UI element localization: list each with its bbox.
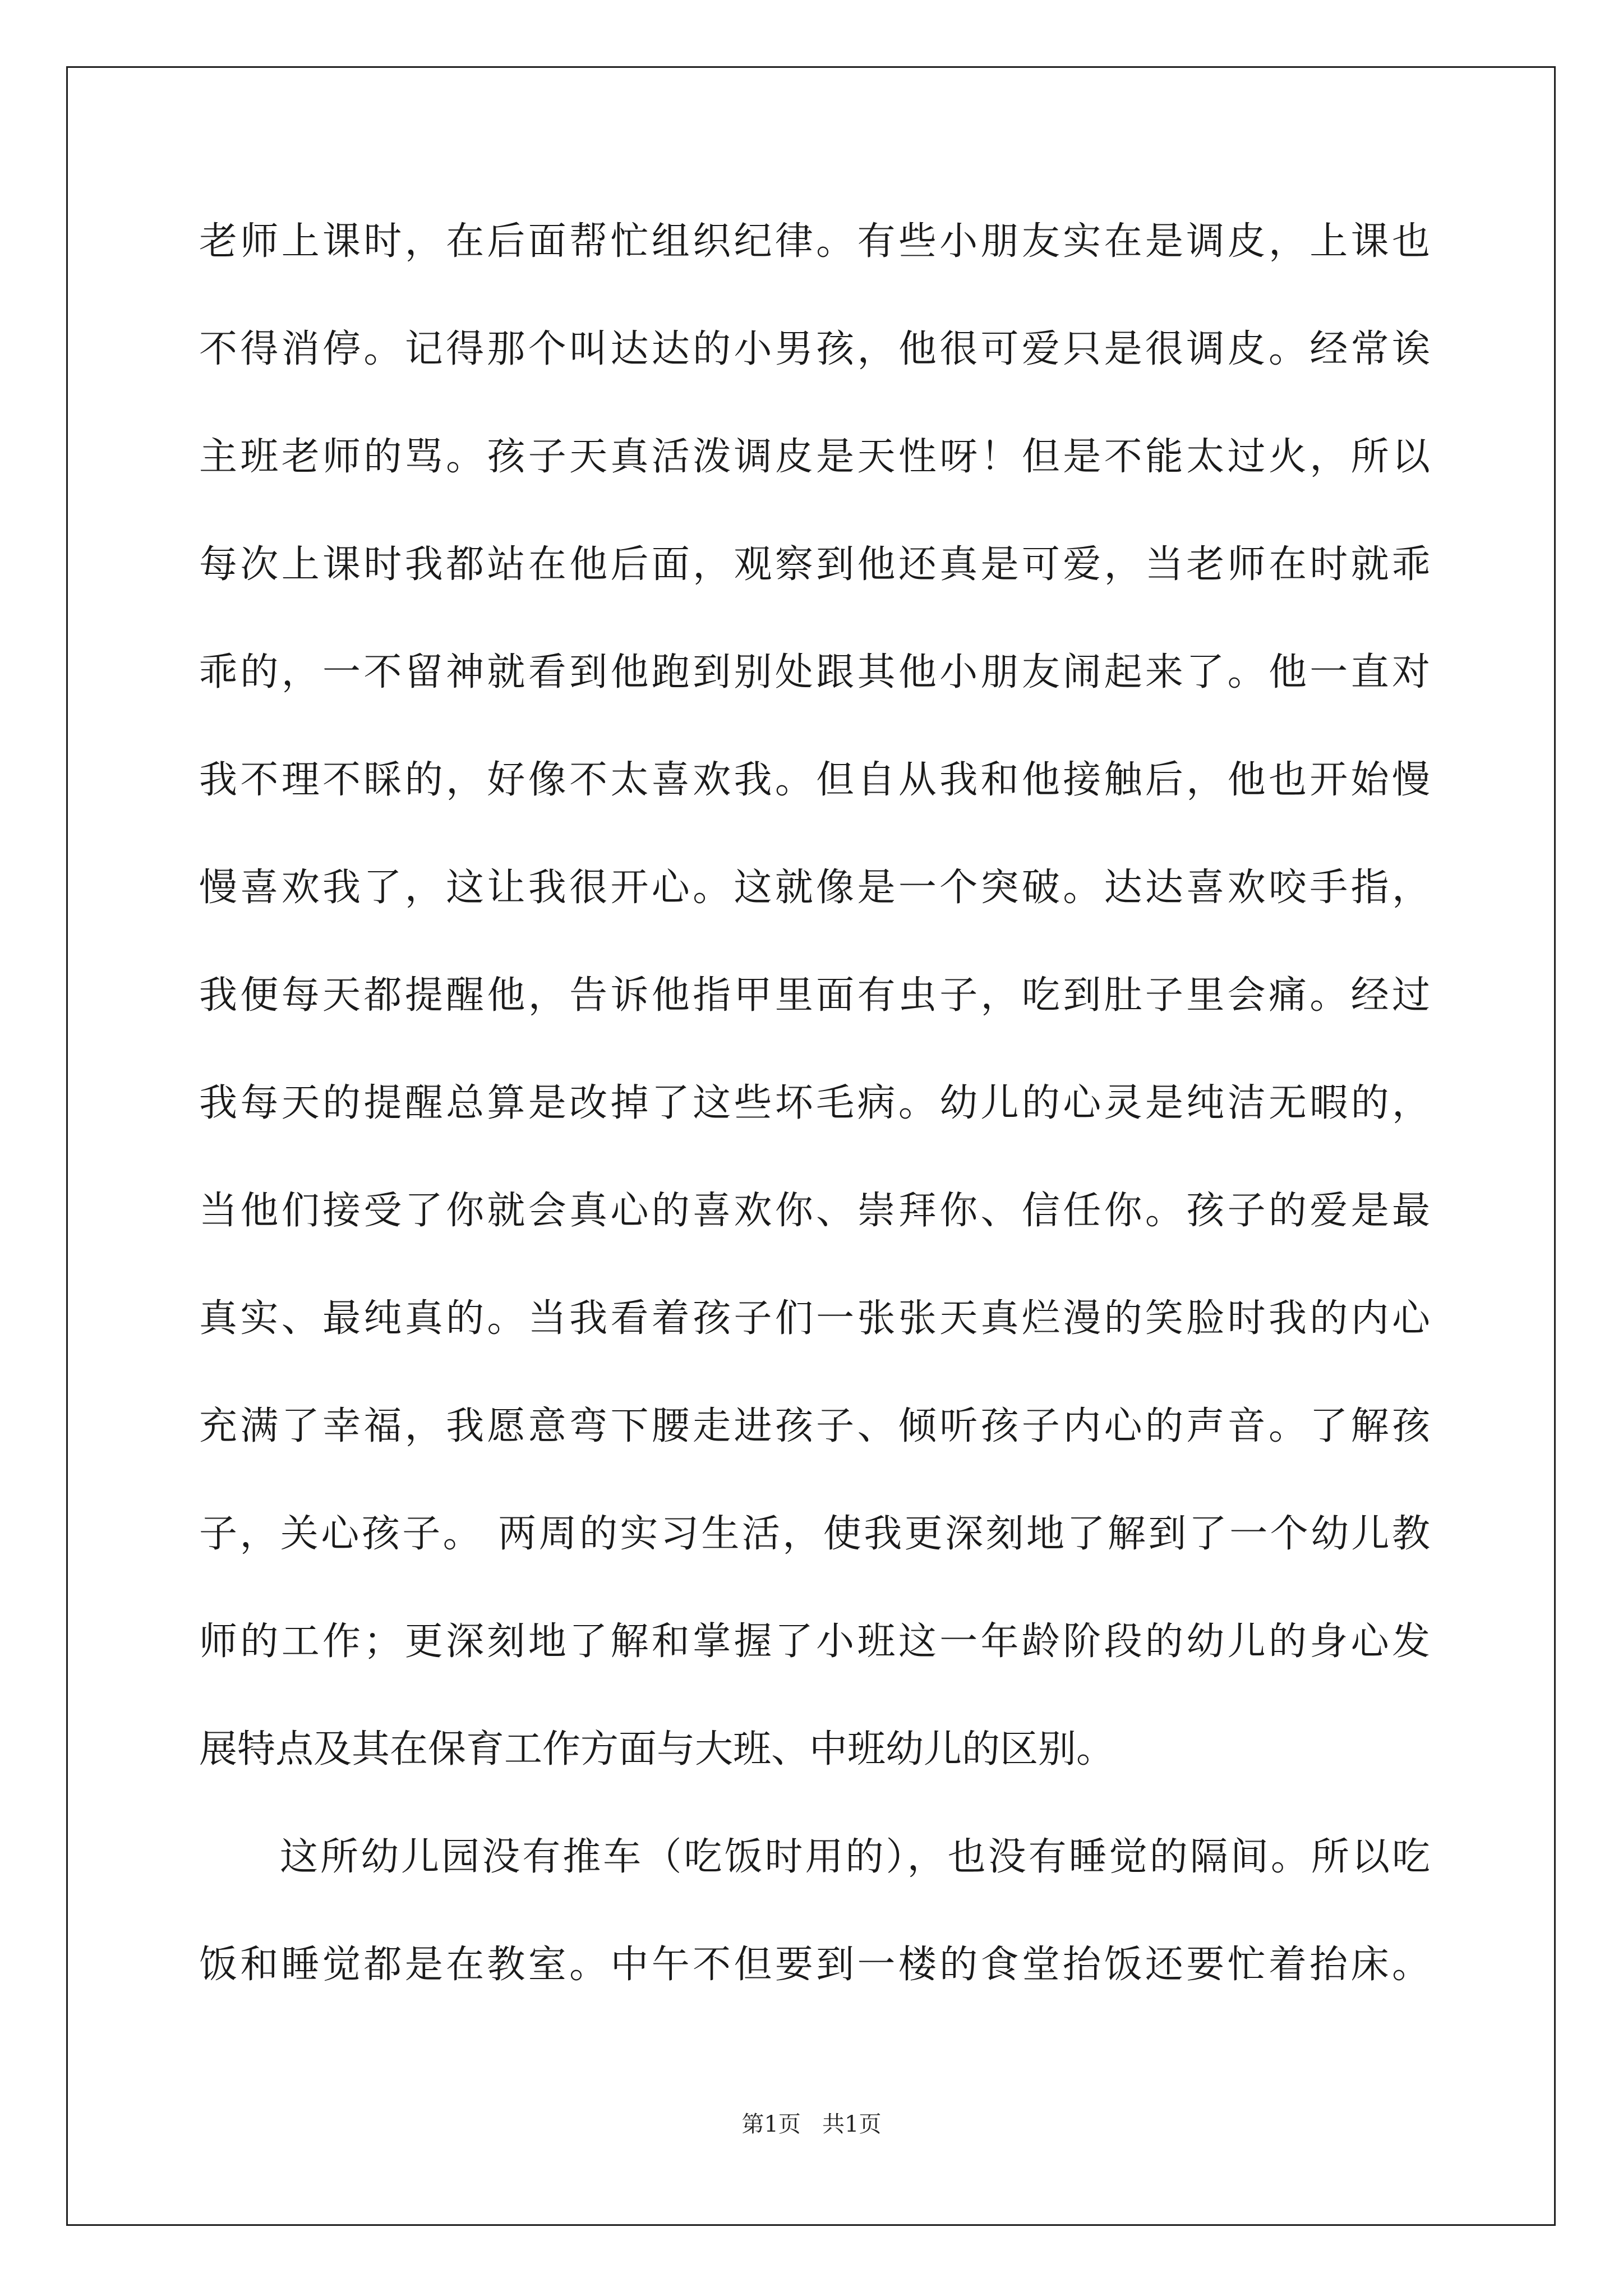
paragraph-line: 充满了幸福，我愿意弯下腰走进孩子、倾听孩子内心的声音。了解孩 bbox=[199, 1404, 1430, 1448]
paragraph-line: 每次上课时我都站在他后面，观察到他还真是可爱，当老师在时就乖 bbox=[199, 542, 1430, 587]
paragraph-line: 这所幼儿园没有推车（吃饭时用的），也没有睡觉的隔间。所以吃 bbox=[280, 1835, 1430, 1879]
paragraph-line: 展特点及其在保育工作方面与大班、中班幼儿的区别。 bbox=[199, 1727, 1115, 1772]
paragraph-line: 我便每天都提醒他，告诉他指甲里面有虫子，吃到肚子里会痛。经过 bbox=[199, 973, 1430, 1018]
paragraph-line: 我不理不睬的，好像不太喜欢我。但自从我和他接触后，他也开始慢 bbox=[199, 758, 1430, 802]
paragraph-line: 老师上课时，在后面帮忙组织纪律。有些小朋友实在是调皮，上课也 bbox=[199, 219, 1430, 264]
paragraph-line: 饭和睡觉都是在教室。中午不但要到一楼的食堂抬饭还要忙着抬床。 bbox=[199, 1943, 1430, 1987]
paragraph-1 bbox=[199, 215, 1430, 1777]
paragraph-line: 子，关心孩子。 两周的实习生活，使我更深刻地了解到了一个幼儿教 bbox=[199, 1512, 1430, 1556]
paragraph-line: 慢喜欢我了，这让我很开心。这就像是一个突破。达达喜欢咬手指， bbox=[199, 866, 1430, 910]
page-number-footer: 第1页 共1页 bbox=[741, 2111, 882, 2137]
paragraph-line: 乖的，一不留神就看到他跑到别处跟其他小朋友闹起来了。他一直对 bbox=[199, 650, 1430, 694]
paragraph-line: 不得消停。记得那个叫达达的小男孩，他很可爱只是很调皮。经常诶 bbox=[199, 327, 1430, 371]
document-body bbox=[199, 215, 1430, 2046]
paragraph-line: 师的工作；更深刻地了解和掌握了小班这一年龄阶段的幼儿的身心发 bbox=[199, 1619, 1430, 1664]
paragraph-line: 真实、最纯真的。当我看着孩子们一张张天真烂漫的笑脸时我的内心 bbox=[199, 1296, 1430, 1341]
paragraph-line: 主班老师的骂。孩子天真活泼调皮是天性呀！但是不能太过火，所以 bbox=[199, 435, 1430, 479]
paragraph-line: 我每天的提醒总算是改掉了这些坏毛病。幼儿的心灵是纯洁无暇的， bbox=[199, 1081, 1430, 1125]
paragraph-2 bbox=[199, 1830, 1430, 1992]
paragraph-line: 当他们接受了你就会真心的喜欢你、崇拜你、信任你。孩子的爱是最 bbox=[199, 1189, 1430, 1233]
